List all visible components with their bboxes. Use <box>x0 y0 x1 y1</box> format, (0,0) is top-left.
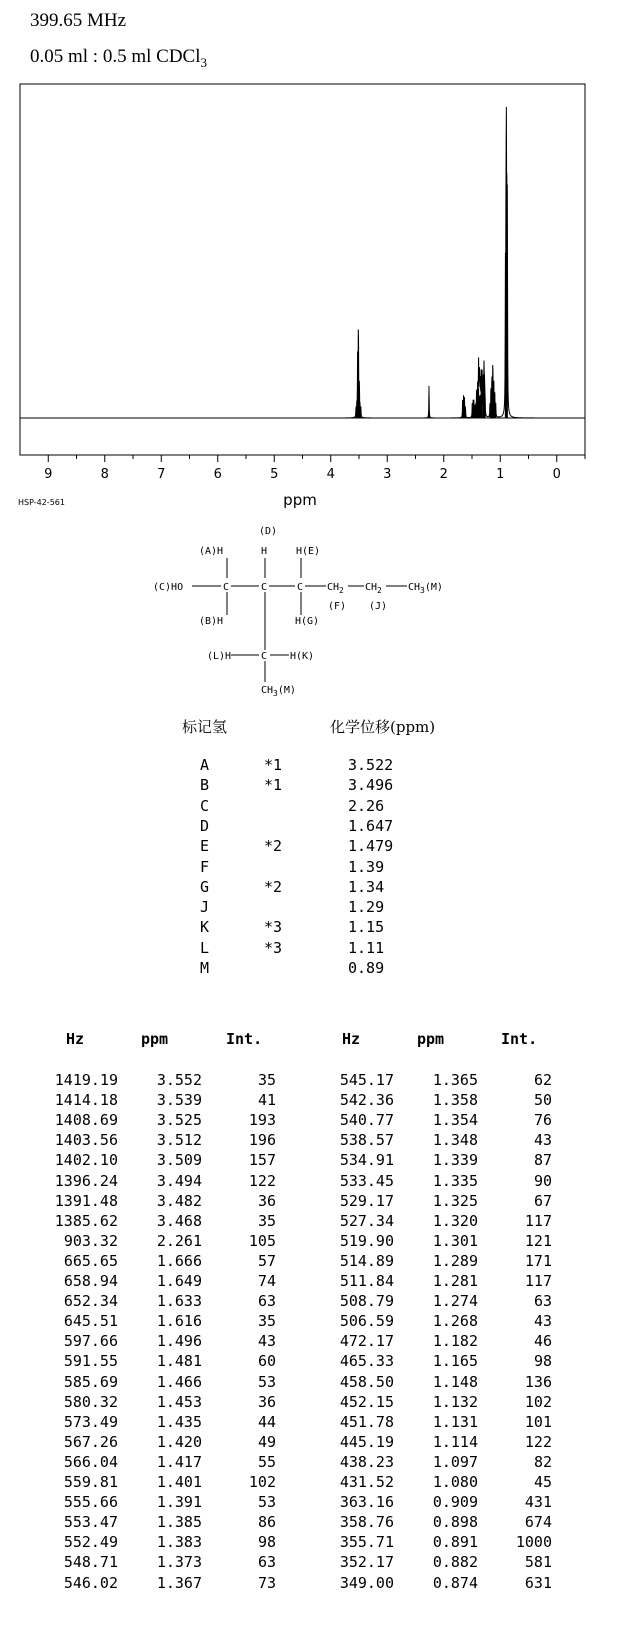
peak-hz-cell: 552.49 <box>63 1533 118 1552</box>
peak-ppm-cell: 1.466 <box>156 1372 202 1391</box>
peak-int-cell: 101 <box>524 1412 552 1431</box>
table-row <box>0 1311 626 1332</box>
assignment-shift: 1.15 <box>348 918 385 937</box>
peak-ppm-cell: 1.268 <box>432 1312 478 1331</box>
assignment-row <box>0 917 626 938</box>
assignment-shift: 2.26 <box>348 796 385 815</box>
x-tick-label-2: 2 <box>439 467 448 482</box>
x-tick-label-0: 0 <box>552 467 561 482</box>
peak-hz-cell: 1391.48 <box>54 1191 118 1210</box>
assignment-note: *1 <box>264 756 283 774</box>
peak-ppm-cell: 1.481 <box>156 1352 202 1371</box>
peak-int-cell: 122 <box>524 1432 552 1451</box>
peak-header-hz-1: Hz <box>66 1030 85 1048</box>
peak-int-cell: 121 <box>524 1231 552 1250</box>
peak-ppm-cell: 1.289 <box>432 1251 478 1270</box>
peak-int-cell: 82 <box>533 1452 552 1471</box>
peak-ppm-cell: 3.482 <box>156 1191 202 1210</box>
peak-int-cell: 631 <box>524 1573 552 1592</box>
struct-label-HG: H(G) <box>295 616 320 627</box>
peak-ppm-cell: 1.649 <box>156 1272 202 1290</box>
table-row <box>0 1532 626 1553</box>
table-row <box>0 1171 626 1192</box>
spectrum-id: HSP-42-561 <box>18 498 65 507</box>
struct-atom-CH2-J: $CH_2$ <box>365 582 382 595</box>
table-row <box>0 1492 626 1513</box>
peak-ppm-cell: 1.666 <box>156 1251 202 1270</box>
peak-ppm-cell: 1.281 <box>432 1272 478 1290</box>
table-row <box>0 1110 626 1131</box>
peak-ppm-cell: 1.182 <box>432 1332 478 1351</box>
struct-atom-C3: C <box>297 582 304 593</box>
assignment-label: A <box>200 756 210 774</box>
peak-ppm-cell: 1.391 <box>156 1493 202 1512</box>
peak-hz-cell: 506.59 <box>339 1312 394 1331</box>
peak-int-cell: 50 <box>533 1091 552 1110</box>
x-tick-label-8: 8 <box>100 467 109 482</box>
peak-int-cell: 157 <box>248 1151 276 1170</box>
peak-ppm-cell: 1.131 <box>432 1412 478 1431</box>
peak-int-cell: 43 <box>533 1131 552 1150</box>
x-tick-label-5: 5 <box>270 467 279 482</box>
peak-int-cell: 87 <box>533 1151 552 1170</box>
peak-ppm-cell: 1.148 <box>432 1372 478 1391</box>
peak-hz-cell: 555.66 <box>63 1493 118 1512</box>
peak-int-cell: 45 <box>533 1473 552 1491</box>
peak-int-cell: 136 <box>524 1372 552 1391</box>
struct-label-LH: (L)H <box>207 651 232 662</box>
struct-atom-C1: C <box>223 582 230 593</box>
struct-atom-C2: C <box>261 582 268 593</box>
assignment-shift: 1.29 <box>348 898 385 917</box>
peak-hz-cell: 355.71 <box>339 1533 394 1552</box>
peak-ppm-cell: 1.383 <box>156 1533 202 1552</box>
peak-int-cell: 102 <box>248 1473 276 1491</box>
peak-ppm-cell: 0.882 <box>432 1553 478 1572</box>
peak-int-cell: 57 <box>257 1251 276 1270</box>
peak-hz-cell: 451.78 <box>339 1412 394 1431</box>
struct-label-HE: H(E) <box>296 546 321 557</box>
spectrometer-frequency: 399.65 MHz <box>30 10 127 31</box>
peak-hz-cell: 1403.56 <box>54 1131 118 1150</box>
peak-int-cell: 63 <box>257 1553 276 1572</box>
nmr-spectrum-chart <box>0 0 626 520</box>
peak-ppm-cell: 0.891 <box>432 1533 478 1552</box>
peak-hz-cell: 445.19 <box>339 1432 394 1451</box>
peak-int-cell: 36 <box>257 1392 276 1411</box>
assignment-row <box>0 836 626 857</box>
peak-hz-cell: 591.55 <box>63 1352 118 1371</box>
peak-int-cell: 76 <box>533 1111 552 1130</box>
peak-hz-cell: 358.76 <box>339 1513 394 1532</box>
assignment-label: G <box>200 877 210 896</box>
peak-hz-cell: 1419.19 <box>54 1071 118 1089</box>
assignment-shift: 1.647 <box>348 816 394 835</box>
peak-ppm-cell: 0.909 <box>432 1493 478 1512</box>
struct-label-CHO: (C)HO <box>153 582 184 593</box>
peak-hz-cell: 1396.24 <box>54 1171 118 1190</box>
peak-int-cell: 63 <box>533 1292 552 1311</box>
chemical-structure <box>0 520 626 700</box>
assignment-shift: 3.522 <box>348 756 394 774</box>
peak-ppm-cell: 1.365 <box>432 1071 478 1089</box>
assignment-note: *3 <box>264 918 283 937</box>
assignment-shift: 1.34 <box>348 877 385 896</box>
peak-int-cell: 35 <box>257 1211 276 1230</box>
assignment-row <box>0 775 626 796</box>
x-tick-label-3: 3 <box>383 467 392 482</box>
peak-int-cell: 44 <box>257 1412 276 1431</box>
peak-int-cell: 431 <box>524 1493 552 1512</box>
assignment-label: M <box>200 959 210 977</box>
assignment-row <box>0 755 626 776</box>
assignment-row <box>0 816 626 837</box>
peak-int-cell: 90 <box>533 1171 552 1190</box>
assignment-shift: 3.496 <box>348 776 394 795</box>
assignment-label: E <box>200 837 210 856</box>
peak-int-cell: 122 <box>248 1171 276 1190</box>
peak-int-cell: 53 <box>257 1372 276 1391</box>
peak-ppm-cell: 2.261 <box>156 1231 202 1250</box>
table-row <box>0 1191 626 1212</box>
peak-hz-cell: 566.04 <box>63 1452 118 1471</box>
peak-hz-cell: 527.34 <box>339 1211 394 1230</box>
peak-hz-cell: 559.81 <box>63 1473 118 1491</box>
peak-ppm-cell: 1.358 <box>432 1091 478 1110</box>
peak-ppm-cell: 1.335 <box>432 1171 478 1190</box>
x-axis-label: ppm <box>283 491 317 509</box>
peak-ppm-cell: 1.385 <box>156 1513 202 1532</box>
sample-main: 0.05 ml : 0.5 ml CDCl <box>30 46 201 67</box>
struct-atom-CH3: $CH_3(M)$ <box>408 582 443 595</box>
peak-int-cell: 674 <box>524 1513 552 1532</box>
peak-hz-cell: 511.84 <box>339 1272 394 1290</box>
peak-int-cell: 1000 <box>515 1533 552 1552</box>
peak-hz-cell: 514.89 <box>339 1251 394 1270</box>
table-row <box>0 1130 626 1151</box>
peak-ppm-cell: 1.420 <box>156 1432 202 1451</box>
table-row <box>0 1372 626 1393</box>
sample-subscript: 3 <box>200 54 207 70</box>
peak-hz-cell: 438.23 <box>339 1452 394 1471</box>
peak-hz-cell: 465.33 <box>339 1352 394 1371</box>
peak-ppm-cell: 1.453 <box>156 1392 202 1411</box>
peak-int-cell: 43 <box>533 1312 552 1331</box>
peak-int-cell: 117 <box>524 1211 552 1230</box>
peak-ppm-cell: 0.874 <box>432 1573 478 1592</box>
struct-atom-CH2-F: $CH_2$ <box>327 582 344 595</box>
peak-hz-cell: 1408.69 <box>54 1111 118 1130</box>
table-row <box>0 1211 626 1232</box>
peak-int-cell: 74 <box>257 1272 276 1290</box>
peak-ppm-cell: 1.165 <box>432 1352 478 1371</box>
assignment-label: J <box>200 898 210 917</box>
peak-ppm-cell: 1.616 <box>156 1312 202 1331</box>
peak-ppm-cell: 3.494 <box>156 1171 202 1190</box>
struct-label-H-top: H <box>261 546 268 557</box>
peak-hz-cell: 548.71 <box>63 1553 118 1572</box>
peak-ppm-cell: 1.301 <box>432 1231 478 1250</box>
assignment-row <box>0 857 626 878</box>
struct-label-D: (D) <box>259 526 278 537</box>
peak-header-hz-2: Hz <box>342 1030 361 1048</box>
peak-hz-cell: 573.49 <box>63 1412 118 1431</box>
peak-hz-cell: 431.52 <box>339 1473 394 1491</box>
peak-ppm-cell: 3.509 <box>156 1151 202 1170</box>
struct-label-J: (J) <box>369 601 388 612</box>
table-row <box>0 1472 626 1493</box>
peak-hz-cell: 903.32 <box>63 1231 118 1250</box>
peak-ppm-cell: 1.417 <box>156 1452 202 1471</box>
assignment-label: L <box>200 938 210 957</box>
peak-hz-cell: 472.17 <box>339 1332 394 1351</box>
peak-int-cell: 43 <box>257 1332 276 1351</box>
peak-hz-cell: 1385.62 <box>54 1211 118 1230</box>
assignment-label: F <box>200 857 210 876</box>
x-tick-label-7: 7 <box>157 467 166 482</box>
assignment-label: B <box>200 776 210 795</box>
assignment-row <box>0 796 626 817</box>
x-tick-label-6: 6 <box>213 467 222 482</box>
assignment-note: *2 <box>264 877 283 896</box>
peak-hz-cell: 545.17 <box>339 1071 394 1089</box>
peak-ppm-cell: 0.898 <box>432 1513 478 1532</box>
peak-ppm-cell: 1.496 <box>156 1332 202 1351</box>
peak-ppm-cell: 1.435 <box>156 1412 202 1431</box>
peak-header-ppm-2: ppm <box>417 1030 445 1048</box>
peak-hz-cell: 538.57 <box>339 1131 394 1150</box>
peak-int-cell: 35 <box>257 1312 276 1331</box>
assignment-shift: 1.11 <box>348 938 385 957</box>
x-tick-label-4: 4 <box>326 467 335 482</box>
table-row <box>0 1090 626 1111</box>
peak-ppm-cell: 3.525 <box>156 1111 202 1130</box>
peak-hz-cell: 546.02 <box>63 1573 118 1592</box>
peak-ppm-cell: 1.080 <box>432 1473 478 1491</box>
peak-hz-cell: 665.65 <box>63 1251 118 1270</box>
x-tick-label-9: 9 <box>44 467 53 482</box>
peak-ppm-cell: 1.339 <box>432 1151 478 1170</box>
assignment-row <box>0 877 626 898</box>
peak-int-cell: 53 <box>257 1493 276 1512</box>
peak-ppm-cell: 1.633 <box>156 1292 202 1311</box>
struct-label-HK: H(K) <box>290 651 315 662</box>
peak-hz-cell: 363.16 <box>339 1493 394 1512</box>
peak-ppm-cell: 1.401 <box>156 1473 202 1491</box>
assignment-shift: 1.39 <box>348 857 385 876</box>
peak-hz-cell: 580.32 <box>63 1392 118 1411</box>
peak-int-cell: 117 <box>524 1272 552 1290</box>
peak-hz-cell: 349.00 <box>339 1573 394 1592</box>
peak-ppm-cell: 3.468 <box>156 1211 202 1230</box>
peak-hz-cell: 534.91 <box>339 1151 394 1170</box>
assignment-shift: 0.89 <box>348 959 385 977</box>
assignment-label: C <box>200 796 210 815</box>
peak-hz-cell: 519.90 <box>339 1231 394 1250</box>
table-row <box>0 1452 626 1473</box>
peak-int-cell: 36 <box>257 1191 276 1210</box>
table-row <box>0 1251 626 1272</box>
struct-label-BH: (B)H <box>199 616 224 627</box>
peak-ppm-cell: 1.373 <box>156 1553 202 1572</box>
peak-ppm-cell: 1.097 <box>432 1452 478 1471</box>
table-row <box>0 1070 626 1091</box>
table-row <box>0 1573 626 1594</box>
peak-hz-cell: 452.15 <box>339 1392 394 1411</box>
assignment-label: K <box>200 918 210 937</box>
peak-ppm-cell: 3.539 <box>156 1091 202 1110</box>
assignment-note: *2 <box>264 837 283 856</box>
assignment-shift: 1.479 <box>348 837 394 856</box>
peak-int-cell: 62 <box>533 1071 552 1089</box>
x-axis-ticks <box>44 455 585 482</box>
peak-hz-cell: 645.51 <box>63 1312 118 1331</box>
peak-ppm-cell: 1.348 <box>432 1131 478 1150</box>
peak-header-int-1: Int. <box>226 1030 263 1048</box>
peak-ppm-cell: 3.552 <box>156 1071 202 1089</box>
table-row <box>0 1291 626 1312</box>
peak-int-cell: 196 <box>248 1131 276 1150</box>
peak-ppm-cell: 1.354 <box>432 1111 478 1130</box>
peak-hz-cell: 542.36 <box>339 1091 394 1110</box>
peak-ppm-cell: 1.325 <box>432 1191 478 1210</box>
assignment-row <box>0 938 626 959</box>
peak-int-cell: 86 <box>257 1513 276 1532</box>
assignment-header-label: 标记氢 <box>182 718 228 736</box>
peak-hz-cell: 540.77 <box>339 1111 394 1130</box>
peak-int-cell: 49 <box>257 1432 276 1451</box>
assignment-note: *3 <box>264 938 283 957</box>
peak-int-cell: 67 <box>533 1191 552 1210</box>
assignment-header-shift: 化学位移(ppm) <box>330 718 436 736</box>
peak-int-cell: 60 <box>257 1352 276 1371</box>
peak-hz-cell: 529.17 <box>339 1191 394 1210</box>
peak-int-cell: 73 <box>257 1573 276 1592</box>
table-row <box>0 1552 626 1573</box>
peak-hz-cell: 553.47 <box>63 1513 118 1532</box>
peak-int-cell: 105 <box>248 1231 276 1250</box>
assignment-row <box>0 897 626 918</box>
assignment-label: D <box>200 816 210 835</box>
struct-atom-CH3-branch: $CH_3(M)$ <box>261 685 296 698</box>
peak-int-cell: 55 <box>257 1452 276 1471</box>
peak-hz-cell: 567.26 <box>63 1432 118 1451</box>
peak-hz-cell: 658.94 <box>63 1272 118 1290</box>
assignment-note: *1 <box>264 776 283 795</box>
peak-ppm-cell: 1.367 <box>156 1573 202 1592</box>
peak-ppm-cell: 1.320 <box>432 1211 478 1230</box>
peak-ppm-cell: 1.132 <box>432 1392 478 1411</box>
x-tick-label-1: 1 <box>496 467 505 482</box>
peak-int-cell: 171 <box>524 1251 552 1270</box>
table-row <box>0 1331 626 1352</box>
peak-hz-cell: 585.69 <box>63 1372 118 1391</box>
peak-int-cell: 98 <box>257 1533 276 1552</box>
spectrum-trace <box>20 107 585 418</box>
peak-hz-cell: 458.50 <box>339 1372 394 1391</box>
peak-header-ppm-1: ppm <box>141 1030 169 1048</box>
peak-int-cell: 63 <box>257 1292 276 1311</box>
peak-int-cell: 35 <box>257 1071 276 1089</box>
struct-label-F: (F) <box>328 601 347 612</box>
peak-int-cell: 193 <box>248 1111 276 1130</box>
peak-hz-cell: 1402.10 <box>54 1151 118 1170</box>
peak-int-cell: 102 <box>524 1392 552 1411</box>
peak-hz-cell: 597.66 <box>63 1332 118 1351</box>
table-row <box>0 1432 626 1453</box>
struct-label-AH: (A)H <box>199 546 224 557</box>
table-row <box>0 1412 626 1433</box>
table-row <box>0 1271 626 1292</box>
peak-ppm-cell: 3.512 <box>156 1131 202 1150</box>
table-row <box>0 1150 626 1171</box>
plot-frame <box>20 84 585 455</box>
table-row <box>0 1231 626 1252</box>
peak-hz-cell: 352.17 <box>339 1553 394 1572</box>
peak-ppm-cell: 1.114 <box>432 1432 478 1451</box>
struct-atom-C4: C <box>261 651 268 662</box>
table-row <box>0 1392 626 1413</box>
table-row <box>0 1351 626 1372</box>
peak-ppm-cell: 1.274 <box>432 1292 478 1311</box>
peak-hz-cell: 533.45 <box>339 1171 394 1190</box>
peak-int-cell: 46 <box>533 1332 552 1351</box>
peak-hz-cell: 1414.18 <box>54 1091 118 1110</box>
peak-header-int-2: Int. <box>501 1030 538 1048</box>
peak-int-cell: 41 <box>257 1091 276 1110</box>
peak-hz-cell: 652.34 <box>63 1292 118 1311</box>
peak-int-cell: 98 <box>533 1352 552 1371</box>
peak-hz-cell: 508.79 <box>339 1292 394 1311</box>
assignment-row <box>0 958 626 979</box>
table-row <box>0 1512 626 1533</box>
peak-int-cell: 581 <box>524 1553 552 1572</box>
